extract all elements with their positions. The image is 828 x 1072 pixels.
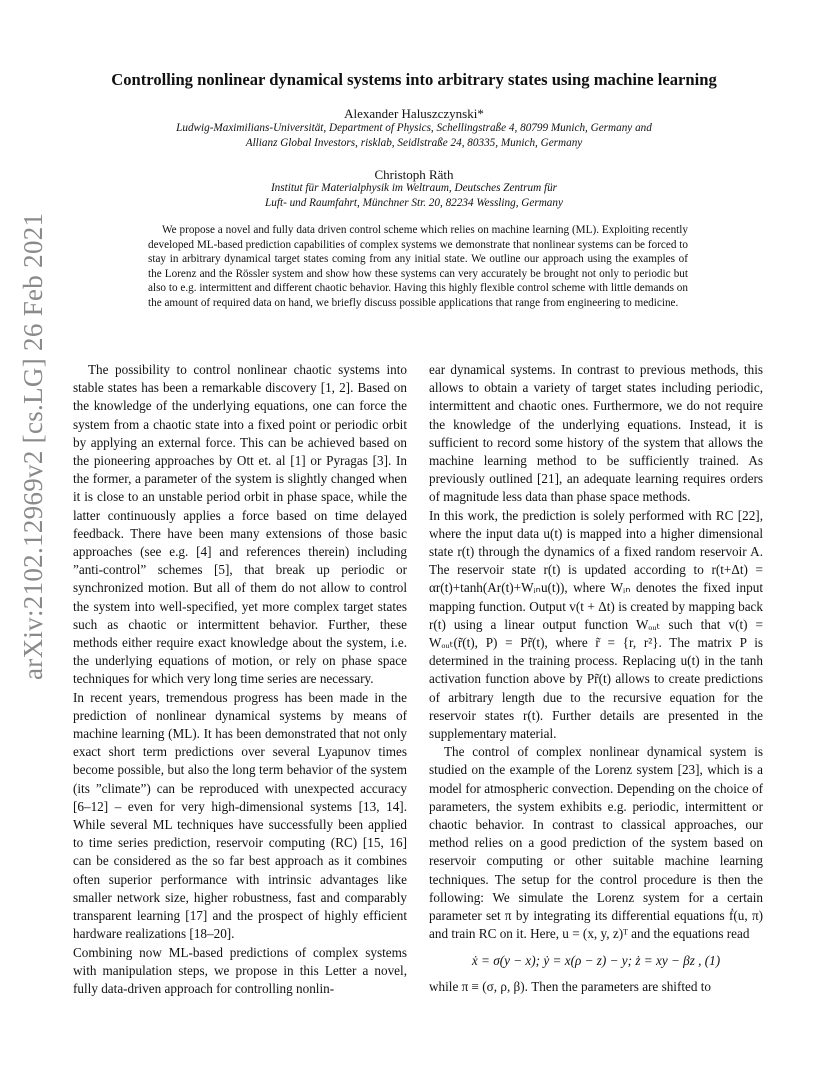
body-column-right — [429, 361, 763, 996]
paper-title: Controlling nonlinear dynamical systems into arbitrary states using machine learning — [111, 70, 717, 89]
paragraph: ear dynamical systems. In contrast to previous methods, this allows to obtain a variety of target states including periodic, intermittent and chaotic ones. Furthermore, we do not require the knowledge of the underlying equations. Instead, it is sufficient to record some history of the system that allows the machine learning method to be sufficiently trained. As previously outlined [21], an adequate learning requires orders of magnitude less data than phase space methods. — [429, 362, 763, 505]
body-column-left — [73, 361, 407, 998]
affiliation-line: Luft- und Raumfahrt, Münchner Str. 20, 82234 Wessling, Germany — [265, 197, 563, 209]
paragraph: In recent years, tremendous progress has been made in the prediction of nonlinear dynamical systems by means of machine learning (ML). It has been demonstrated that not only exact short term predictions over several Lyapunov times become possible, but also the long term behavior of the system (its ”climate”) can be reproduced with unexpected accuracy [6–12] – even for very high-dimensional systems [13, 14]. While several ML techniques have successfully been applied to time series prediction, reservoir computing (RC) [15, 16] can be considered as the so far best approach as it combines often superior performance with intrinsic advantages like smaller network size, higher robustness, fast and comparably transparent learning [17] and the prospect of highly efficient hardware realizations [18–20]. — [73, 689, 407, 942]
arxiv-identifier: arXiv:2102.12969v2 [cs.LG] 26 Feb 2021 — [18, 212, 48, 680]
affiliation-line: Institut für Materialphysik im Weltraum, Deutsches Zentrum für — [270, 182, 558, 194]
equation-lorenz: ẋ = σ(y − x); ẏ = x(ρ − z) − y; ż = xy − βz , (1) — [471, 952, 721, 968]
paragraph: Combining now ML-based predictions of complex systems with manipulation steps, we propose in this Letter a novel, fully data-driven approach for controlling nonlin- — [73, 944, 407, 996]
paragraph: while π ≡ (σ, ρ, β). Then the parameters are shifted to — [429, 978, 712, 994]
paragraph: The possibility to control nonlinear chaotic systems into stable states has been a remarkable discovery [1, 2]. Based on the knowledge of the underlying equations, one can force the system from a chaotic state into a fixed point or periodic orbit by applying an external force. This can be achieved based on the pioneering approaches by Ott et. al [1] or Pyragas [3]. In the former, a parameter of the system is slightly changed when it is close to an unstable period orbit in phase space, while the latter continuously applies a force based on time delayed feedback. There have been many extensions of those basic approaches (see e.g. [4] and references therein) including ”anti-control” schemes [5], that break up periodic or synchronized motion. But all of them do not allow to control the system into well-specified, yet more complex target states such as chaotic or intermittent behavior. Further, these methods either require exact knowledge about the system, i.e. the underlying equations of motion, or rely on phase space techniques for which very long time series are necessary. — [73, 362, 407, 687]
affiliation-line: Ludwig-Maximilians-Universität, Department of Physics, Schellingstraße 4, 80799 Munich, Germany and — [176, 122, 652, 134]
author-name: Alexander Haluszczynski* — [344, 106, 484, 121]
paragraph: In this work, the prediction is solely performed with RC [22], where the input data u(t) is mapped into a higher dimensional state r(t) through the dynamics of a fixed random reservoir A. The reservoir state r(t) is updated according to r(t+Δt) = αr(t)+tanh(Ar(t)+Wᵢₙu(t)), where Wᵢₙ denotes the fixed input mapping function. Output v(t + Δt) is created by mapping back r(t) using a linear output function Wₒᵤₜ such that v(t) = Wₒᵤₜ(r̃(t), P) = Pr̃(t), where r̃ = {r, r²}. The matrix P is determined in the training process. Replacing u(t) in the tanh activation function above by Pr̃(t) allows to create predictions of arbitrary length due to the recursive equation for the reservoir states r(t). Further details are presented in the supplementary material. — [429, 507, 763, 742]
paragraph: The control of complex nonlinear dynamical system is studied on the example of the Lorenz system [23], which is a model for atmospheric convection. Depending on the choice of parameters, the system exhibits e.g. periodic, intermittent or chaotic behavior. In contrast to classical approaches, our method relies on a good prediction of the system based on reservoir computing or other suitable machine learning techniques. The setup for the control procedure is then the following: We simulate the Lorenz system for a certain parameter set π by integrating its differential equations ḟ(u, π) and train RC on it. Here, u = (x, y, z)ᵀ and the equations read — [429, 744, 763, 942]
author-name: Christoph Räth — [374, 167, 454, 182]
author-affiliation — [60, 181, 768, 211]
abstract — [148, 223, 688, 311]
author-affiliation — [60, 121, 768, 151]
abstract-text: We propose a novel and fully data driven control scheme which relies on machine learning (ML). Exploiting recently developed ML-based prediction capabilities of complex systems we demonstrate that nonlinear systems can be forced to stay in arbitrary dynamical target states coming from any initial state. We outline our approach using the examples of the Lorenz and the Rössler system and show how these systems can very accurately be brought not only to periodic but also to e.g. intermittent and different chaotic behavior. Having this highly flexible control scheme with little demands on the amount of required data on hand, we briefly discuss possible applications that range from engineering to medicine. — [148, 224, 688, 309]
affiliation-line: Allianz Global Investors, risklab, Seidlstraße 24, 80335, Munich, Germany — [245, 137, 583, 149]
